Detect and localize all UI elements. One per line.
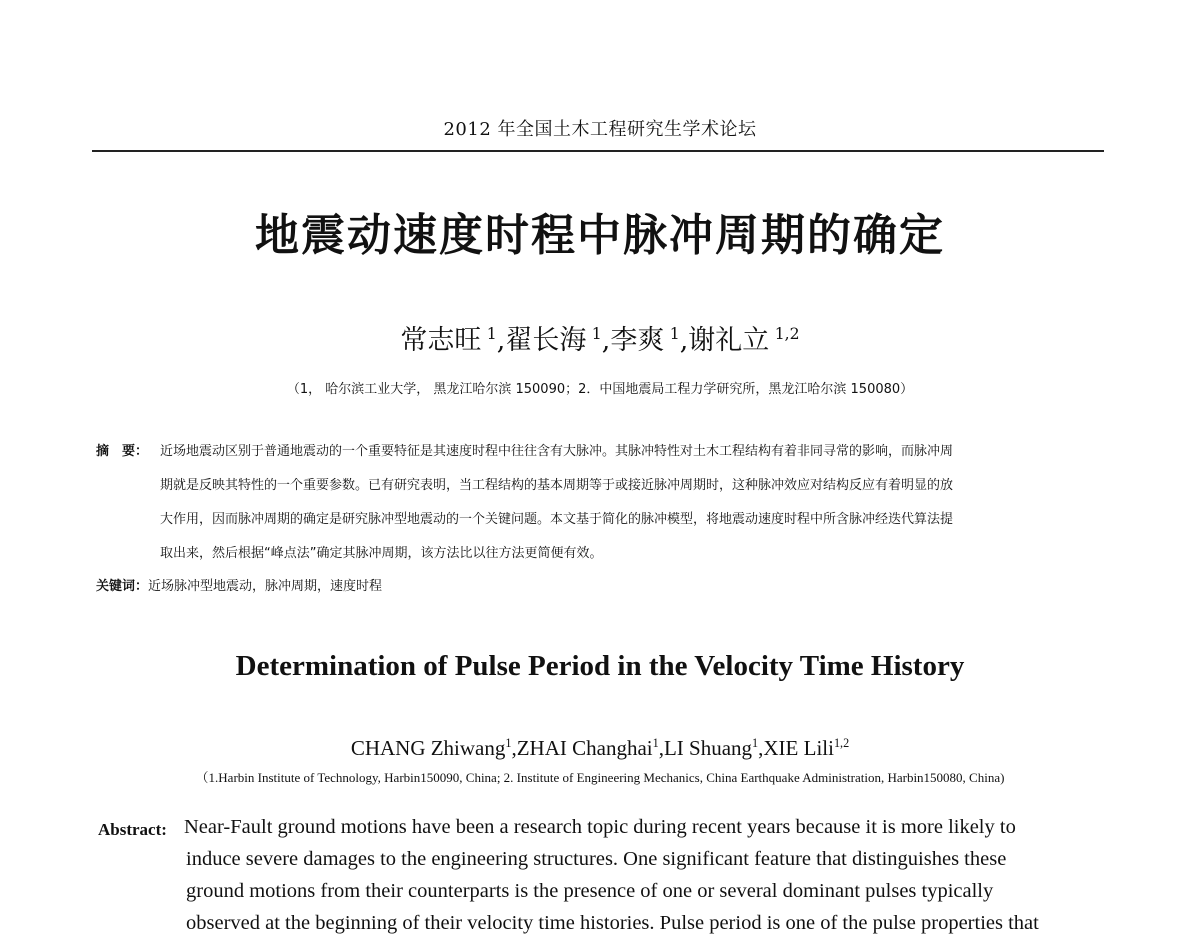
abstract-en-line: ground motions from their counterparts is the presence of one or several dominant pulses typically: [186, 880, 994, 902]
author-cn-1: 常志旺 $^1$,: [400, 324, 506, 356]
author-cn-2: 翟长海 $^1$,: [505, 324, 611, 356]
abstract-cn-line: 取出来，然后根据“峰点法”确定其脉冲周期，该方法比以往方法更简便有效。: [160, 546, 603, 561]
header-rule: [92, 150, 1104, 152]
abstract-cn-line: 大作用，因而脉冲周期的确定是研究脉冲型地震动的一个关键问题。本文基于简化的脉冲模型，将地震动速度时程中所含脉冲经迭代算法提: [160, 512, 954, 527]
author-cn-4: 谢礼立 $^{1,2}$: [688, 324, 800, 356]
keywords-cn-label: 关键词：: [96, 579, 149, 594]
abstract-cn-line: 期就是反映其特性的一个重要参数。已有研究表明，当工程结构的基本周期等于或接近脉冲周期时，这种脉冲效应对结构反应有着明显的放: [160, 478, 954, 493]
affiliation-chinese: （1， 哈尔滨工业大学， 黑龙江哈尔滨 150090；2．中国地震局工程力学研究所，黑龙江哈尔滨 150080）: [286, 382, 914, 397]
author-en-3: LI Shuang$^1$,: [663, 736, 764, 760]
keywords-cn-text: 近场脉冲型地震动，脉冲周期，速度时程: [148, 579, 383, 594]
abstract-en-line: Near-Fault ground motions have been a research topic during recent years because it is more likely to: [184, 816, 1016, 838]
abstract-en-line: induce severe damages to the engineering structures. One significant feature that distinguishes these: [186, 848, 1007, 870]
abstract-cn-label: 摘 要：: [96, 444, 149, 459]
title-chinese: 地震动速度时程中脉冲周期的确定: [255, 210, 945, 261]
author-en-1: CHANG Zhiwang$^1$,: [350, 736, 517, 760]
author-cn-3: 李爽 $^1$,: [610, 324, 689, 356]
keywords-chinese: [96, 574, 382, 600]
author-en-2: ZHAI Changhai$^1$,: [516, 736, 664, 760]
conference-header: 2012 年全国土木工程研究生学术论坛: [443, 119, 757, 140]
authors-english: [0, 734, 1200, 762]
title-english: Determination of Pulse Period in the Velocity Time History: [235, 650, 965, 682]
abstract-en-line: observed at the beginning of their velocity time histories. Pulse period is one of the pulse properties that: [186, 912, 1039, 934]
authors-chinese: [0, 324, 1200, 358]
affiliation-english: （1.Harbin Institute of Technology, Harbin150090, China; 2. Institute of Engineering Mechanics, China Earthquake Administration, Harbin150080, China): [195, 770, 1005, 785]
author-en-4: XIE Lili$^{1,2}$: [763, 736, 850, 760]
abstract-en-label: Abstract:: [98, 820, 167, 839]
abstract-cn-line: 近场地震动区别于普通地震动的一个重要特征是其速度时程中往往含有大脉冲。其脉冲特性对土木工程结构有着非同寻常的影响，而脉冲周: [160, 444, 954, 459]
